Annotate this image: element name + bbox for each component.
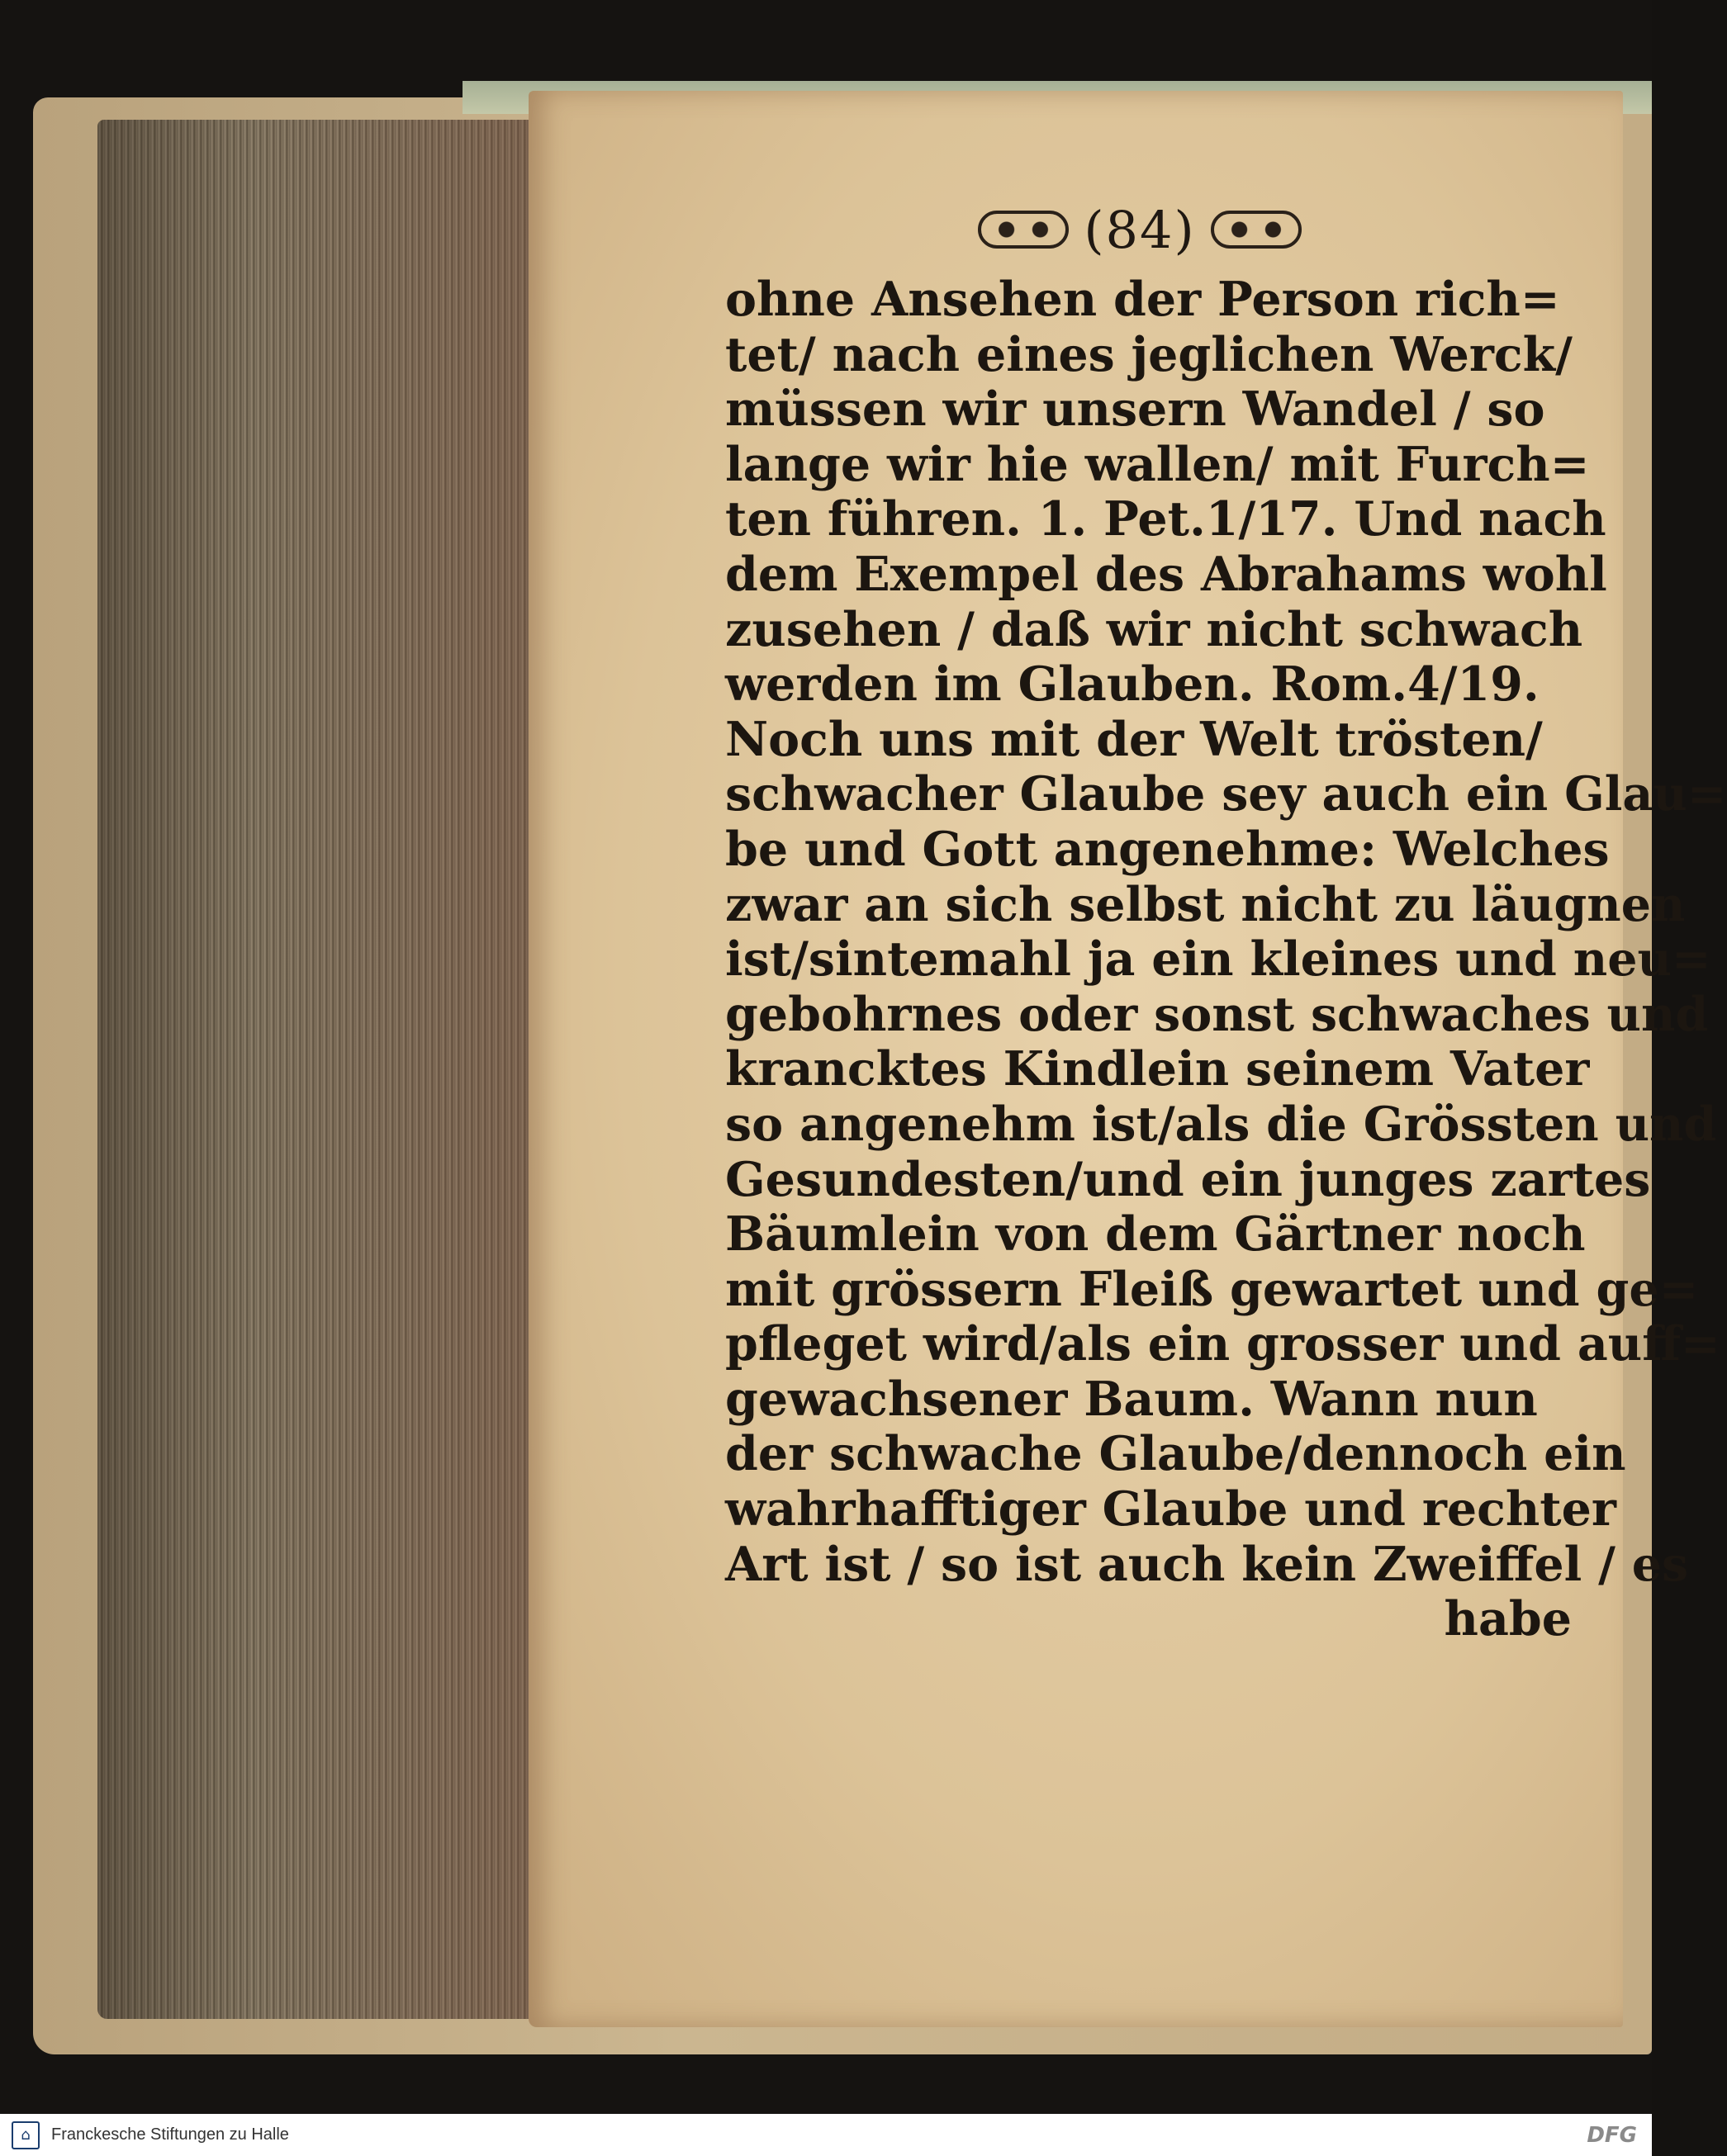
text-line: ohne Ansehen der Person rich=: [725, 272, 1560, 327]
text-line: zwar an sich selbst nicht zu läugnen: [725, 876, 1686, 932]
text-line: dem Exempel des Abrahams wohl: [725, 546, 1607, 602]
text-line: ten führen. 1. Pet.1/17. Und nach: [725, 491, 1606, 547]
book-page-edges-shade: [97, 120, 548, 2019]
viewer-footer: [0, 2114, 1652, 2156]
dfg-logo[interactable]: DFG: [1587, 2122, 1637, 2148]
text-line: ist/sintemahl ja ein kleines und neu=: [725, 931, 1711, 988]
catchword: habe: [1444, 1591, 1572, 1647]
right-ornament-icon: [1211, 211, 1302, 249]
left-ornament-icon: [978, 211, 1069, 249]
text-line: gewachsener Baum. Wann nun: [725, 1371, 1538, 1427]
text-line: schwacher Glaube sey auch ein Glau=: [725, 766, 1727, 822]
text-line: tet/ nach eines jeglichen Werck/: [725, 326, 1573, 382]
page-header: [950, 197, 1330, 263]
text-line: zusehen / daß wir nicht schwach: [725, 601, 1583, 657]
text-line: pfleget wird/als ein grosser und auff=: [725, 1316, 1720, 1372]
text-line: krancktes Kindlein seinem Vater: [725, 1041, 1590, 1097]
page-text: [725, 272, 1727, 1647]
text-line: müssen wir unsern Wandel / so: [725, 381, 1545, 438]
text-line: Bäumlein von dem Gärtner noch: [725, 1206, 1586, 1263]
page-number: (84): [1084, 199, 1196, 260]
text-line: Art ist / so ist auch kein Zweiffel / es: [725, 1536, 1689, 1592]
text-line: Gesundesten/und ein junges zartes: [725, 1151, 1651, 1207]
institution-logo-icon: ⌂: [12, 2121, 40, 2149]
text-line: be und Gott angenehme: Welches: [725, 821, 1610, 877]
text-line: wahrhafftiger Glaube und rechter: [725, 1481, 1616, 1538]
text-line: Noch uns mit der Welt trösten/: [725, 711, 1543, 767]
text-line: mit grössern Fleiß gewartet und ge=: [725, 1261, 1699, 1317]
text-line: werden im Glauben. Rom.4/19.: [725, 656, 1540, 713]
institution-name[interactable]: Franckesche Stiftungen zu Halle: [51, 2125, 289, 2144]
text-line: so angenehm ist/als die Grössten und: [725, 1096, 1717, 1152]
text-line: lange wir hie wallen/ mit Furch=: [725, 436, 1590, 492]
text-line: der schwache Glaube/dennoch ein: [725, 1426, 1626, 1482]
text-line: gebohrnes oder sonst schwaches und: [725, 986, 1709, 1042]
